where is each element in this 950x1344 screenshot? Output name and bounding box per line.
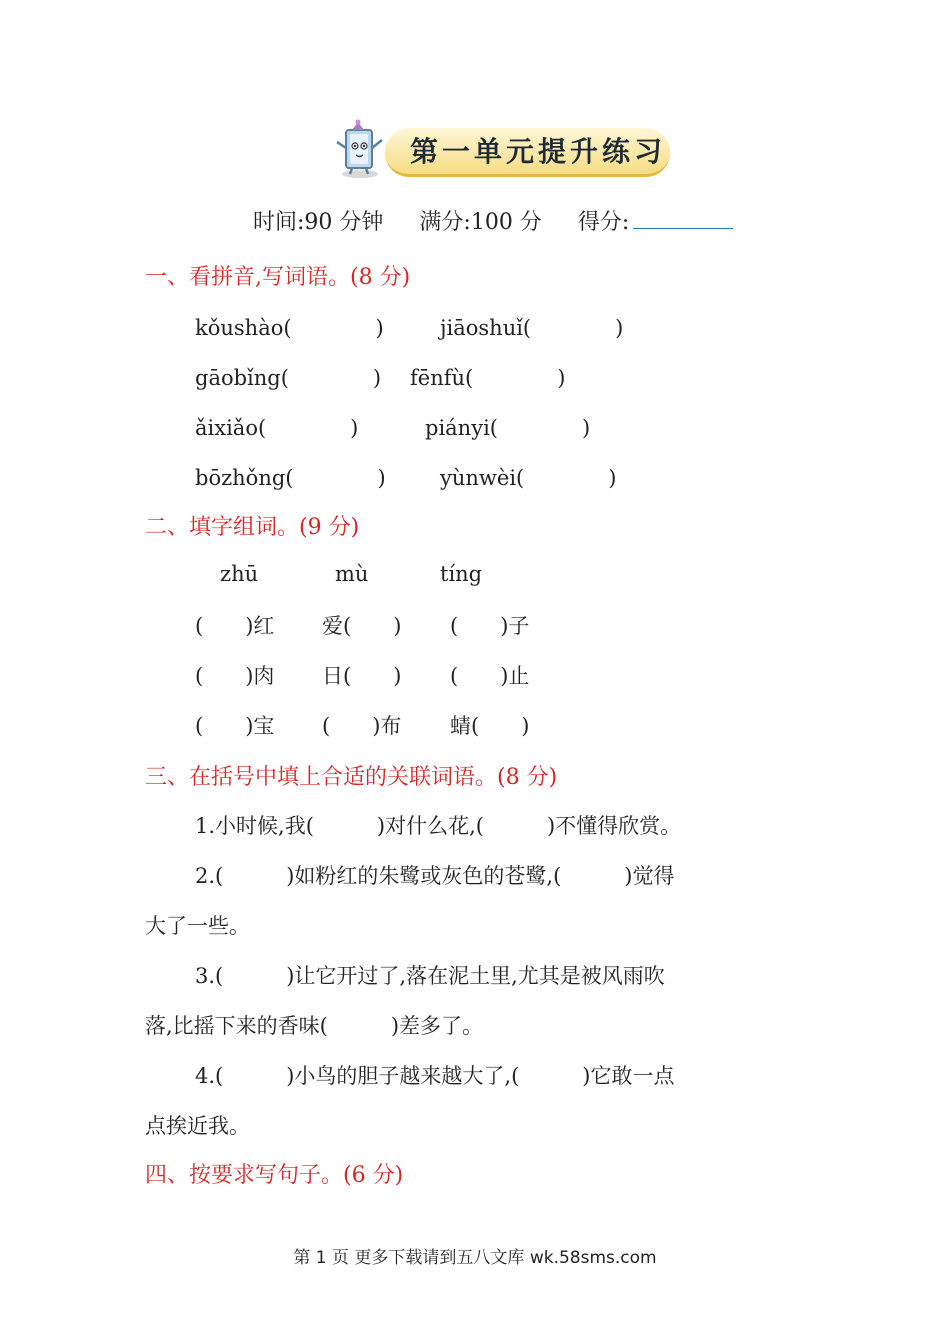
fill-word-item: 蜻( ) xyxy=(450,714,530,738)
question-line: 点挨近我。 xyxy=(145,1114,250,1138)
pinyin-item: kǒushào( ) xyxy=(195,316,384,340)
book-mascot-icon xyxy=(330,118,390,180)
fill-word-item: 爱( ) xyxy=(322,614,402,638)
pinyin-item: bōzhǒng( ) xyxy=(195,466,386,490)
pinyin-item: jiāoshuǐ( ) xyxy=(440,316,624,340)
fill-word-item: 日( ) xyxy=(322,664,402,688)
pinyin-item: piányi( ) xyxy=(425,416,591,440)
score-label: 得分: xyxy=(577,210,630,235)
fill-word-item: ( )肉 xyxy=(195,664,275,688)
pinyin-item: ǎixiǎo( ) xyxy=(195,416,359,440)
pinyin-item: fēnfù( ) xyxy=(410,366,566,390)
question-line: 落,比摇下来的香味( )差多了。 xyxy=(145,1014,484,1038)
question-line: 大了一些。 xyxy=(145,914,250,938)
pinyin-item: gāobǐng( ) xyxy=(195,366,382,390)
score-blank[interactable] xyxy=(633,206,733,229)
page-title: 第一单元提升练习 xyxy=(410,135,667,168)
question-line: 2.( )如粉红的朱鹭或灰色的苍鹭,( )觉得 xyxy=(195,864,675,888)
fill-word-item: ( )子 xyxy=(450,614,530,638)
time-label: 时间:90 分钟 xyxy=(253,210,384,235)
fill-word-item: ( )布 xyxy=(322,714,402,738)
full-score-label: 满分:100 分 xyxy=(419,210,542,235)
section2-heading: 二、填字组词。(9 分) xyxy=(145,515,360,540)
title-banner xyxy=(330,118,675,180)
exam-info xyxy=(253,205,733,236)
fill-word-item: ( )止 xyxy=(450,664,530,688)
pinyin-item: yùnwèi( ) xyxy=(440,466,617,490)
question-line: 4.( )小鸟的胆子越来越大了,( )它敢一点 xyxy=(195,1064,675,1088)
section3-heading: 三、在括号中填上合适的关联词语。(8 分) xyxy=(145,765,558,790)
section4-heading: 四、按要求写句子。(6 分) xyxy=(145,1163,404,1188)
section1-heading: 一、看拼音,写词语。(8 分) xyxy=(145,265,411,290)
pinyin-hint: zhū xyxy=(220,562,259,586)
question-line: 3.( )让它开过了,落在泥土里,尤其是被风雨吹 xyxy=(195,964,665,988)
page-footer: 第 1 页 更多下载请到五八文库 wk.58sms.com xyxy=(293,1248,657,1268)
pinyin-hint: mù xyxy=(335,562,369,586)
question-line: 1.小时候,我( )对什么花,( )不懂得欣赏。 xyxy=(195,814,682,838)
fill-word-item: ( )宝 xyxy=(195,714,275,738)
fill-word-item: ( )红 xyxy=(195,614,275,638)
pinyin-hint: tíng xyxy=(440,562,483,586)
